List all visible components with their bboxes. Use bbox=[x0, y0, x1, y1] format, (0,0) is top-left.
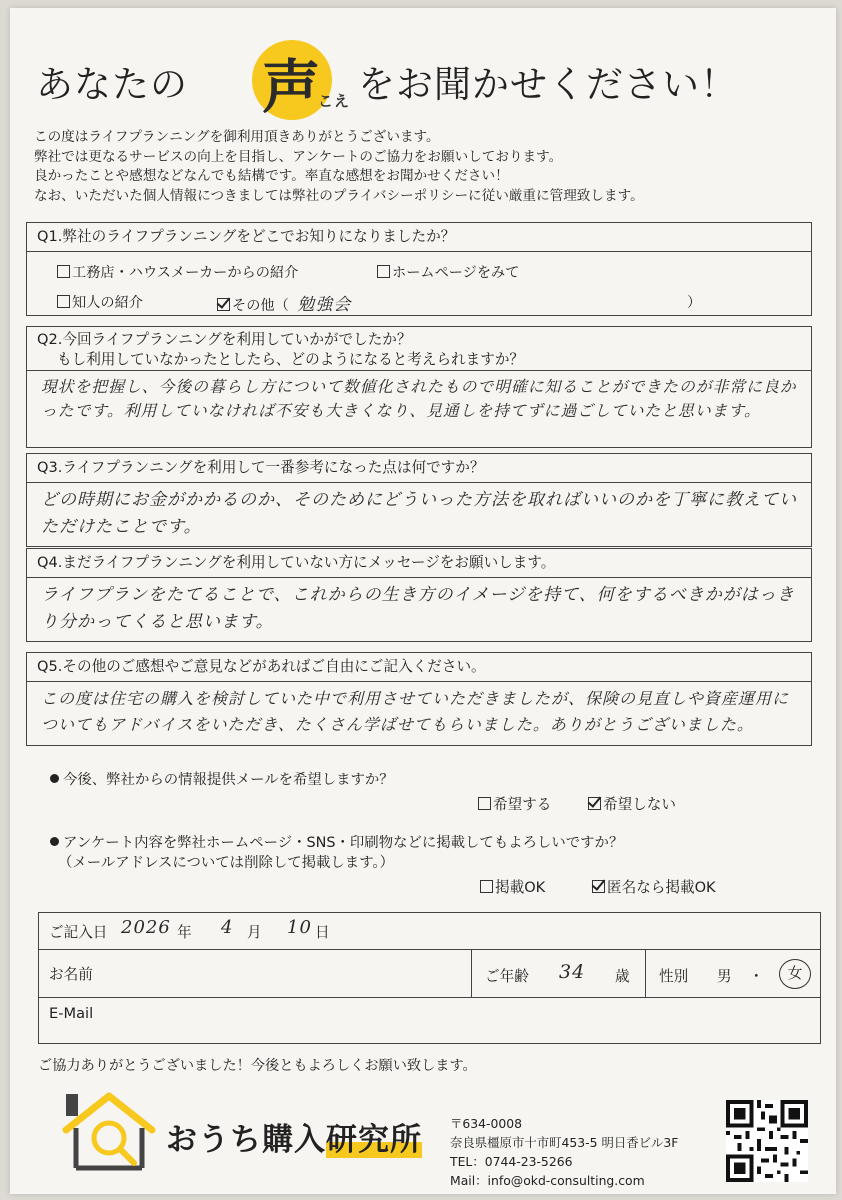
q5-question: Q5.その他のご感想やご意見などがあればご自由にご記入ください。 bbox=[27, 653, 811, 682]
mail-line: Mail：info@okd-consulting.com bbox=[450, 1173, 645, 1188]
title-part2: をお聞かせください！ bbox=[358, 63, 738, 106]
name-row bbox=[39, 949, 820, 998]
q4-answer: ライフプランをたてることで、これからの生き方のイメージを持て、何をするべきかがはっきり分かってくると思います。 bbox=[41, 585, 795, 632]
checkbox-icon[interactable] bbox=[480, 880, 493, 893]
q1-option-other[interactable]: その他（ 勉強会 bbox=[217, 292, 355, 318]
title-koe-ruby: こえ bbox=[318, 92, 351, 110]
email-label: E-Mail bbox=[49, 1005, 94, 1022]
q1-option-homepage[interactable]: ホームページをみて bbox=[377, 262, 519, 282]
brand-name bbox=[166, 1114, 422, 1159]
gender-label: 性別 bbox=[659, 968, 689, 985]
mail-question: 今後、弊社からの情報提供メールを希望しますか？ bbox=[50, 770, 394, 790]
q1-other-close: ） bbox=[687, 295, 702, 311]
intro-line: この度はライフプランニングを御利用頂きありがとうございます。 bbox=[34, 129, 440, 145]
checkbox-icon[interactable] bbox=[57, 265, 70, 278]
q1-section bbox=[26, 222, 812, 316]
brand-part1: おうち購入 bbox=[166, 1122, 326, 1158]
date-label: ご記入日 bbox=[49, 924, 108, 941]
gender-male[interactable]: 男 bbox=[717, 968, 732, 985]
date-day[interactable]: 10 bbox=[287, 917, 312, 938]
date-month[interactable]: 4 bbox=[221, 917, 234, 938]
q4-section bbox=[26, 548, 812, 642]
mail-option-yes[interactable]: 希望する bbox=[478, 793, 551, 814]
q4-question: Q4.まだライフプランニングを利用していない方にメッセージをお願いします。 bbox=[27, 549, 811, 578]
checkbox-checked-icon[interactable] bbox=[588, 797, 601, 810]
month-unit: 月 bbox=[247, 924, 262, 941]
q3-answer: どの時期にお金がかかるのか、そのためにどういった方法を取ればいいのかを丁寧に教えていただけたことです。 bbox=[41, 490, 797, 537]
divider bbox=[645, 949, 646, 997]
checkbox-checked-icon[interactable] bbox=[592, 880, 605, 893]
q1-question: Q1.弊社のライフプランニングをどこでお知りになりましたか？ bbox=[27, 223, 811, 252]
info-form bbox=[38, 912, 821, 1044]
q1-option-friend[interactable]: 知人の紹介 bbox=[57, 292, 143, 312]
brand-part2: 研究所 bbox=[326, 1122, 422, 1158]
thanks-message: ご協力ありがとうございました！今後ともよろしくお願い致します。 bbox=[38, 1058, 477, 1074]
age-label: ご年齢 bbox=[485, 968, 529, 985]
intro-text bbox=[34, 128, 644, 206]
q1-options bbox=[27, 252, 811, 316]
date-year[interactable]: 2026 bbox=[121, 917, 171, 938]
qr-code-icon[interactable] bbox=[726, 1100, 808, 1182]
title-koe: 声 bbox=[262, 53, 322, 121]
checkbox-icon[interactable] bbox=[57, 295, 70, 308]
company-address bbox=[450, 1114, 678, 1190]
tel-line: TEL：0744-23-5266 bbox=[450, 1154, 573, 1169]
q5-answer: この度は住宅の購入を検討していた中で利用させていただきましたが、保険の見直しや資産運用についてもアドバイスをいただき、たくさん学ばせてもらいました。ありがとうございました。 bbox=[41, 689, 790, 734]
gender-female-circled[interactable]: 女 bbox=[779, 959, 811, 989]
year-unit: 年 bbox=[177, 924, 192, 941]
bullet-icon bbox=[50, 774, 59, 783]
gender-separator: ・ bbox=[749, 968, 764, 985]
intro-line: なお、いただいた個人情報につきましては弊社のプライバシーポリシーに従い厳重に管理致します。 bbox=[34, 187, 644, 204]
publish-option-ok[interactable]: 掲載OK bbox=[480, 876, 545, 897]
date-row bbox=[39, 913, 820, 950]
q2-question: Q2.今回ライフプランニングを利用していかがでしたか？ もし利用していなかったとしたら、どのようになると考えられますか？ bbox=[27, 327, 811, 371]
age-unit: 歳 bbox=[615, 968, 630, 985]
q2-answer: 現状を把握し、今後の暮らし方について数値化されたもので明確に知ることができたのが非常に良かったです。利用していなければ不安も大きくなり、見通しを持てずに過ごしていたと思います。 bbox=[41, 377, 797, 420]
checkbox-checked-icon[interactable] bbox=[217, 298, 230, 311]
address-line: 奈良県橿原市十市町453-5 明日香ビル3F bbox=[450, 1135, 679, 1150]
age-value[interactable]: 34 bbox=[559, 961, 586, 983]
koe-emblem bbox=[244, 26, 351, 122]
survey-sheet bbox=[10, 8, 836, 1194]
postal-code: 〒634-0008 bbox=[450, 1116, 523, 1131]
checkbox-icon[interactable] bbox=[377, 265, 390, 278]
divider bbox=[471, 949, 472, 997]
publish-option-anonymous[interactable]: 匿名なら掲載OK bbox=[592, 876, 716, 897]
intro-line: 弊社では更なるサービスの向上を目指し、アンケートのご協力をお願いしております。 bbox=[34, 148, 563, 165]
publish-question: アンケート内容を弊社ホームページ・SNS・印刷物などに掲載してもよろしいですか？ （メールアドレスについては削除して掲載します。） bbox=[50, 833, 623, 873]
q3-section bbox=[26, 453, 812, 547]
house-magnifier-logo bbox=[54, 1088, 164, 1178]
name-label: お名前 bbox=[49, 966, 93, 983]
q1-other-answer: 勉強会 bbox=[297, 295, 352, 315]
day-unit: 日 bbox=[315, 924, 330, 941]
intro-line: 良かったことや感想などなんでも結構です。率直な感想をお聞かせください！ bbox=[34, 168, 509, 184]
q1-option-builder[interactable]: 工務店・ハウスメーカーからの紹介 bbox=[57, 262, 298, 282]
q3-question: Q3.ライフプランニングを利用して一番参考になった点は何ですか？ bbox=[27, 454, 811, 483]
checkbox-icon[interactable] bbox=[478, 797, 491, 810]
email-row bbox=[39, 997, 820, 1043]
bullet-icon bbox=[50, 837, 59, 846]
q5-section bbox=[26, 652, 812, 746]
mail-option-no[interactable]: 希望しない bbox=[588, 793, 676, 814]
title-part1: あなたの bbox=[36, 63, 188, 106]
q2-section bbox=[26, 326, 812, 448]
